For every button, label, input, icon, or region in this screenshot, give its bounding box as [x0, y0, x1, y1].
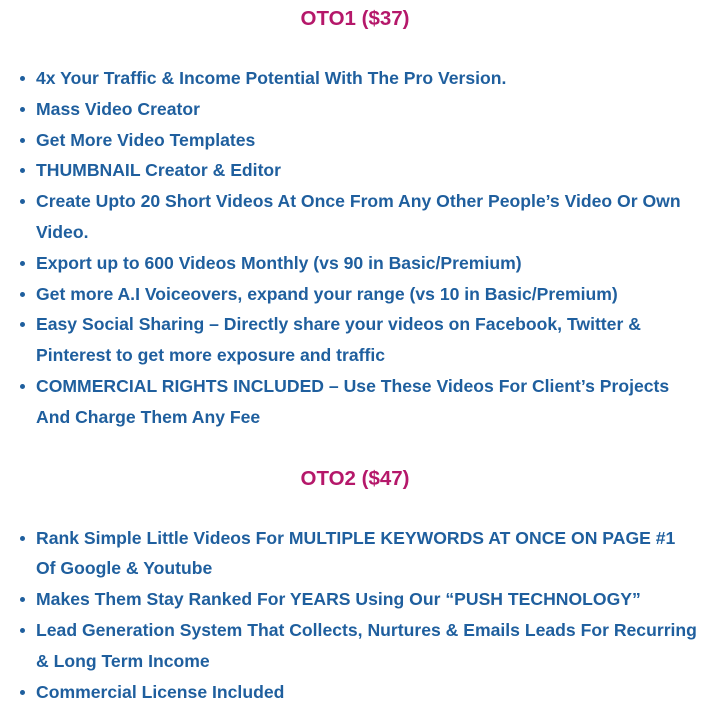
- list-item: [36, 63, 710, 94]
- list-item: [36, 309, 710, 371]
- bullet-icon: [20, 168, 25, 173]
- feature-list-oto2: [0, 523, 710, 708]
- list-item: [36, 677, 710, 708]
- list-item-text: Easy Social Sharing – Directly share your videos on Facebook, Twitter & Pinterest to get more exposure and traffic: [36, 314, 641, 366]
- bullet-icon: [20, 107, 25, 112]
- bullet-icon: [20, 322, 25, 327]
- bullet-icon: [20, 76, 25, 81]
- list-item: [36, 248, 710, 279]
- feature-list-oto1: [0, 63, 710, 433]
- bullet-icon: [20, 199, 25, 204]
- list-item: [36, 186, 710, 248]
- list-item-text: Commercial License Included: [36, 681, 285, 702]
- list-item-text: Lead Generation System That Collects, Nurtures & Emails Leads For Recurring & Long Term Income: [36, 619, 697, 671]
- list-item-text: Get more A.I Voiceovers, expand your range (vs 10 in Basic/Premium): [36, 283, 618, 304]
- list-item-text: Makes Them Stay Ranked For YEARS Using Our “PUSH TECHNOLOGY”: [36, 589, 641, 610]
- list-item: [36, 615, 710, 677]
- bullet-icon: [20, 536, 25, 541]
- list-item: [36, 371, 710, 433]
- list-item-text: Create Upto 20 Short Videos At Once From Any Other People’s Video Or Own Video.: [36, 191, 681, 242]
- bullet-icon: [20, 597, 25, 602]
- list-item-text: Rank Simple Little Videos For MULTIPLE KEYWORDS AT ONCE ON PAGE #1 Of Google & Youtube: [36, 527, 676, 579]
- section-heading-oto2: OTO2 ($47): [300, 466, 410, 490]
- list-item-text: Mass Video Creator: [36, 98, 200, 119]
- list-item-text: Get More Video Templates: [36, 129, 256, 150]
- list-item: [36, 155, 710, 186]
- section-heading-oto1: OTO1 ($37): [300, 7, 410, 30]
- bullet-icon: [20, 628, 25, 633]
- list-item: [36, 125, 710, 156]
- list-item: [36, 523, 710, 585]
- list-item-text: Export up to 600 Videos Monthly (vs 90 in Basic/Premium): [36, 252, 522, 273]
- list-item-text: COMMERCIAL RIGHTS INCLUDED – Use These Videos For Client’s Projects And Charge Them Any Fee: [36, 375, 670, 427]
- bullet-icon: [20, 384, 25, 389]
- list-item: [36, 94, 710, 125]
- bullet-icon: [20, 261, 25, 266]
- bullet-icon: [20, 138, 25, 143]
- list-item-text: THUMBNAIL Creator & Editor: [36, 160, 282, 181]
- bullet-icon: [20, 292, 25, 297]
- list-item: [36, 584, 710, 615]
- list-item: [36, 279, 710, 310]
- bullet-icon: [20, 690, 25, 695]
- list-item-text: 4x Your Traffic & Income Potential With The Pro Version.: [36, 68, 507, 88]
